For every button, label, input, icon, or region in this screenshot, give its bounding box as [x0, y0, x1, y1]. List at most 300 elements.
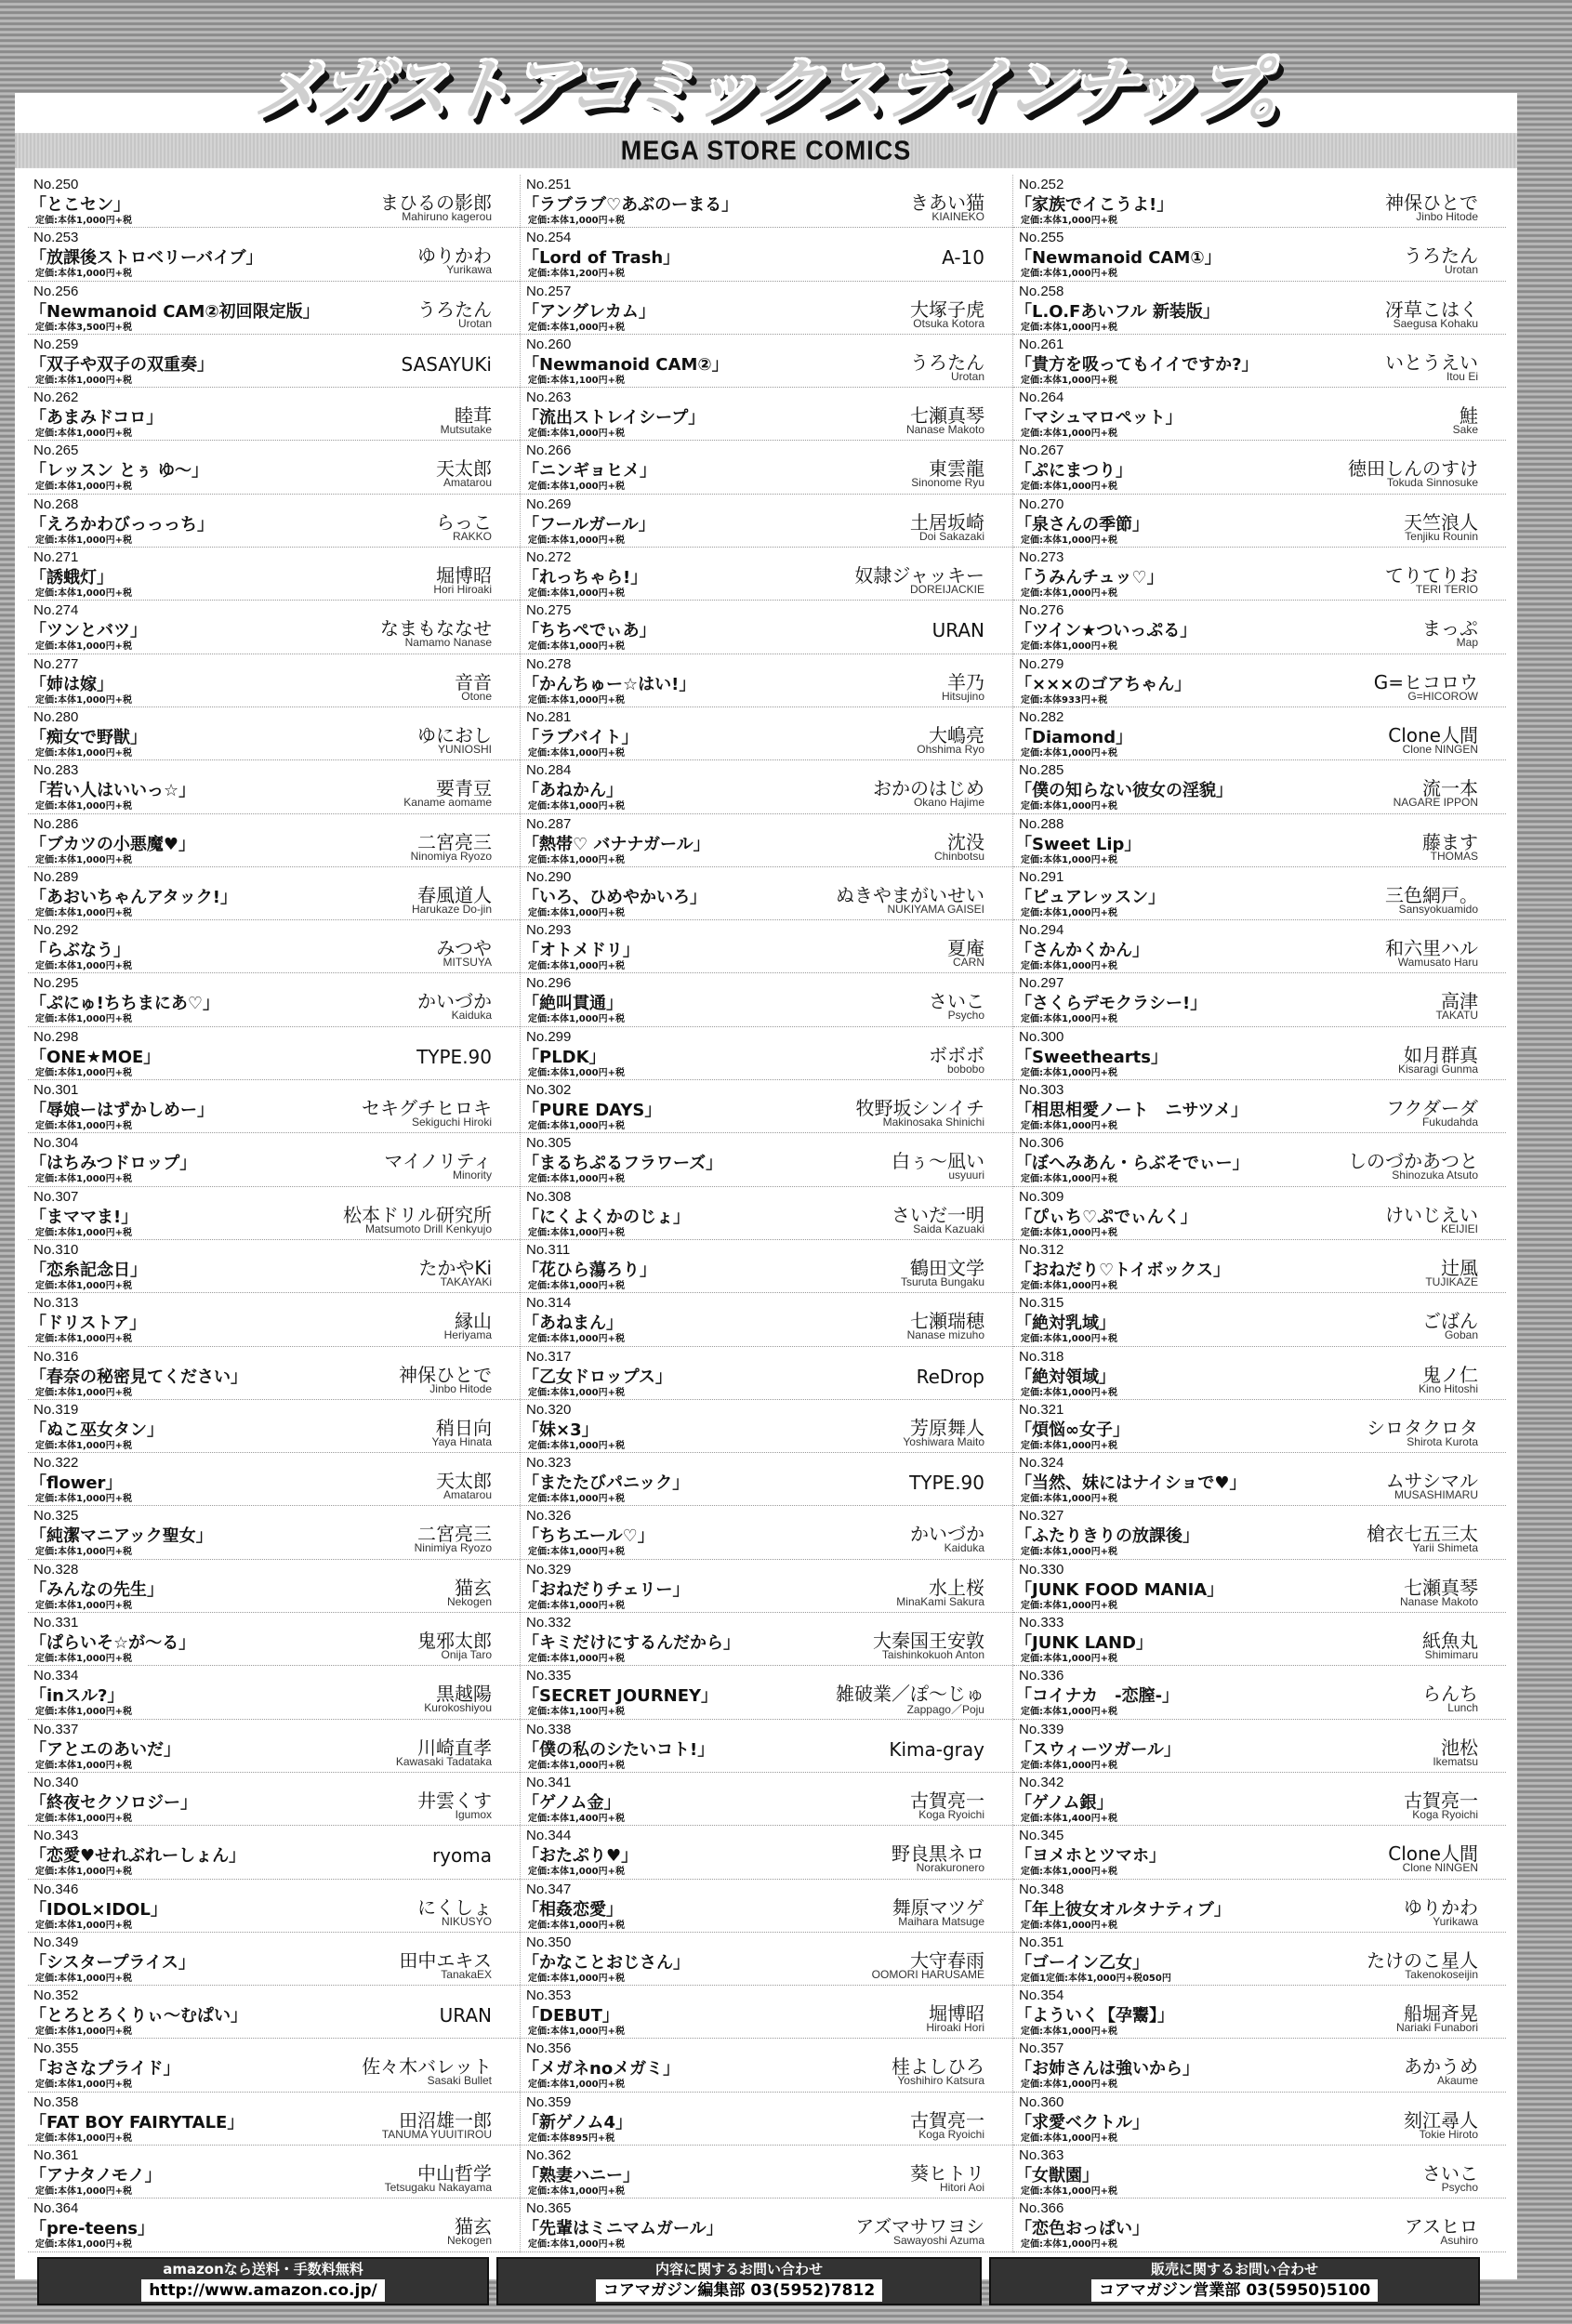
item-number: No.343 [33, 1828, 79, 1844]
item-author: 二宮亮三 [417, 830, 492, 853]
item-number: No.275 [526, 602, 572, 619]
list-item [1013, 441, 1506, 494]
item-author-romaji: Namamo Nanase [404, 636, 492, 650]
item-number: No.352 [33, 1987, 79, 2004]
list-item [521, 1187, 1012, 1240]
item-author-romaji: Urotan [950, 369, 984, 383]
item-title: 「あおいちゃんアタック!」 [30, 887, 237, 907]
item-number: No.313 [33, 1295, 79, 1312]
item-number: No.345 [1019, 1828, 1064, 1844]
item-author-romaji: Sinonome Ryu [911, 476, 984, 490]
item-title: 「お姉さんは強いから」 [1015, 2059, 1199, 2080]
item-author-romaji: Taishinkokuoh Anton [881, 1648, 984, 1662]
item-number: No.349 [33, 1934, 79, 1950]
item-author: 冴草こはく [1385, 297, 1478, 321]
list-item [1013, 654, 1506, 707]
list-item [521, 707, 1012, 760]
list-item [1013, 1506, 1506, 1559]
item-author: 牧野坂シンイチ [855, 1097, 984, 1120]
item-price: 定価:本体1,000円+税 [1021, 801, 1118, 812]
item-author: うろたん [417, 297, 492, 321]
item-number: No.285 [1019, 762, 1064, 779]
item-number: No.260 [526, 336, 572, 352]
item-price: 定価:本体1,000円+税 [528, 535, 626, 546]
item-author: ボボボ [929, 1043, 984, 1066]
item-number: No.292 [33, 922, 79, 939]
item-author: かいづか [910, 1523, 984, 1546]
item-author: 辻風 [1441, 1256, 1478, 1279]
list-item [1013, 1240, 1506, 1293]
item-author: 奴隷ジャッキー [854, 564, 984, 588]
item-author: Clone人間 [1388, 723, 1478, 746]
item-author: 要青豆 [436, 777, 492, 800]
item-author-romaji: Nanase mizuho [906, 1328, 984, 1342]
item-author: 大秦国王安敦 [873, 1630, 984, 1653]
item-author: 羊乃 [947, 670, 984, 693]
item-price: 定価:本体1,000円+税 [1021, 747, 1118, 759]
list-item [521, 1880, 1012, 1933]
item-title: 「僕の知らない彼女の淫貌」 [1015, 781, 1233, 801]
item-price: 定価:本体1,000円+税 [1021, 216, 1118, 226]
item-title: 「ラブバイト」 [522, 727, 639, 747]
item-author: まっぷ [1422, 617, 1478, 640]
item-number: No.309 [1019, 1188, 1064, 1205]
item-price: 定価:本体1,000円+税 [35, 1973, 133, 1984]
page-title: メガストアコミックスラインナップ。 [250, 50, 1320, 128]
item-author-romaji: MUSASHIMARU [1394, 1488, 1478, 1502]
item-author-romaji: Kurokoshiyou [424, 1701, 492, 1715]
list-item [1013, 175, 1506, 228]
item-title: 「JUNK LAND」 [1015, 1633, 1153, 1654]
item-title: 「Lord of Trash」 [522, 248, 680, 269]
item-number: No.269 [526, 495, 572, 512]
item-price: 定価:本体1,000円+税 [35, 2239, 133, 2251]
item-price: 定価:本体1,000円+税 [528, 482, 626, 493]
item-price: 定価:本体1,000円+税 [528, 1014, 626, 1025]
item-author: まひるの影郎 [380, 191, 492, 214]
item-title: 「放課後ストロベリーバイブ」 [30, 248, 263, 269]
item-author: 松本ドリル研究所 [343, 1203, 492, 1226]
item-author-romaji: Hitsujino [941, 689, 984, 703]
item-author: 佐々木バレット [362, 2055, 492, 2079]
item-number: No.335 [526, 1668, 572, 1684]
item-author-romaji: Lunch [1447, 1701, 1478, 1715]
item-price: 定価:本体1,000円+税 [35, 375, 133, 386]
item-author: ぬきやまがいせい [836, 883, 984, 906]
item-title: 「絶対乳域」 [1015, 1314, 1116, 1334]
item-author: らんち [1422, 1683, 1478, 1706]
item-author: てりてりお [1385, 564, 1478, 588]
item-price: 定価:本体1,000円+税 [528, 907, 626, 918]
item-title: 「フールガール」 [522, 514, 655, 535]
item-author: けいじえい [1385, 1203, 1478, 1226]
item-price: 定価:本体1,000円+税 [1021, 854, 1118, 865]
item-author-romaji: Ninomiya Ryozo [410, 849, 492, 863]
item-author: 田沼雄一郎 [399, 2108, 492, 2132]
item-number: No.250 [33, 177, 79, 192]
item-title: 「アングレカム」 [522, 301, 655, 322]
item-author: ムサシマル [1385, 1470, 1478, 1493]
item-number: No.322 [33, 1455, 79, 1472]
list-item [521, 1506, 1012, 1559]
item-author-romaji: TanakaEX [441, 1967, 492, 1981]
item-author: ゆりかわ [417, 244, 492, 268]
item-number: No.261 [1019, 336, 1064, 352]
item-number: No.314 [526, 1295, 572, 1312]
item-author-romaji: Goban [1444, 1328, 1478, 1342]
list-item [521, 760, 1012, 813]
item-title: 「相姦恋愛」 [522, 1899, 623, 1920]
item-title: 「絶叫貫通」 [522, 994, 623, 1014]
item-author: たかやKi [418, 1256, 492, 1279]
list-item [521, 973, 1012, 1026]
item-price: 定価:本体1,000円+税 [1021, 961, 1118, 972]
item-title: 「SECRET JOURNEY」 [522, 1686, 719, 1707]
item-price: 定価:本体933円+税 [1021, 694, 1108, 706]
list-item [1013, 1986, 1506, 2039]
item-author-romaji: Chinbotsu [933, 849, 984, 863]
item-price: 定価:本体1,100円+税 [528, 375, 626, 386]
item-number: No.340 [33, 1774, 79, 1790]
list-item [28, 1826, 520, 1879]
item-author: 七瀬真琴 [910, 404, 984, 428]
list-item [521, 1400, 1012, 1453]
item-author: 音音 [455, 670, 492, 693]
item-author-romaji: Tsuruta Bungaku [900, 1274, 984, 1288]
item-number: No.277 [33, 655, 79, 672]
item-number: No.316 [33, 1348, 79, 1365]
item-author: いとうえい [1385, 350, 1478, 374]
item-number: No.271 [33, 549, 79, 566]
amazon-link[interactable]: http://www.amazon.co.jp/ [141, 2279, 384, 2302]
item-number: No.354 [1019, 1987, 1064, 2004]
item-title: 「まるちぷるフラワーズ」 [522, 1154, 723, 1174]
item-number: No.324 [1019, 1455, 1064, 1472]
item-number: No.255 [1019, 230, 1064, 246]
list-item [1013, 282, 1506, 335]
item-number: No.328 [33, 1561, 79, 1578]
item-number: No.257 [526, 283, 572, 299]
item-author-romaji: NAGARE IPPON [1393, 796, 1478, 810]
item-title: 「PURE DAYS」 [522, 1101, 662, 1121]
item-number: No.283 [33, 762, 79, 779]
item-author: 七瀬瑞穂 [910, 1310, 984, 1333]
item-author: 水上桜 [929, 1576, 984, 1599]
item-price: 定価:本体1,000円+税 [1021, 1440, 1118, 1451]
list-item [28, 1933, 520, 1986]
item-author: G=ヒコロウ [1373, 670, 1478, 693]
list-item [28, 228, 520, 281]
list-item [521, 228, 1012, 281]
item-price: 定価:本体1,000円+税 [35, 694, 133, 706]
item-author-romaji: Otone [461, 689, 492, 703]
item-number: No.270 [1019, 495, 1064, 512]
list-item [28, 654, 520, 707]
list-item [1013, 1027, 1506, 1080]
list-item [521, 1720, 1012, 1773]
item-title: 「シスタープライス」 [30, 1952, 195, 1973]
item-title: 「痴女で野獣」 [30, 727, 147, 747]
item-author: 天太郎 [436, 1470, 492, 1493]
list-item [1013, 1933, 1506, 1986]
item-title: 「熟妻ハニー」 [522, 2165, 640, 2185]
item-number: No.356 [526, 2040, 572, 2057]
item-price: 定価:本体1,000円+税 [35, 854, 133, 865]
item-author: A-10 [942, 246, 984, 270]
item-number: No.296 [526, 975, 572, 992]
footer-heading: 内容に関するお問い合わせ [654, 2261, 823, 2278]
item-author-romaji: Yurikawa [1433, 1914, 1478, 1928]
list-item [28, 335, 520, 388]
item-number: No.320 [526, 1401, 572, 1418]
item-author-romaji: Doi Sakazaki [918, 529, 984, 543]
list-item [1013, 1613, 1506, 1666]
item-author: 七瀬真琴 [1404, 1576, 1478, 1599]
list-item [1013, 2199, 1506, 2251]
item-author: 大嶋亮 [929, 723, 984, 746]
item-author-romaji: TERI TERIO [1415, 583, 1478, 597]
item-price: 定価:本体1,400円+税 [528, 1813, 626, 1824]
item-author: 槍衣七五三太 [1367, 1523, 1478, 1546]
item-author: 流一本 [1422, 777, 1478, 800]
item-price: 定価:本体1,000円+税 [35, 429, 133, 440]
item-author-romaji: Sake [1452, 423, 1478, 437]
item-author-romaji: DOREIJACKIE [909, 583, 984, 597]
item-author: 高津 [1441, 990, 1478, 1013]
item-number: No.303 [1019, 1082, 1064, 1099]
item-price: 定価:本体1,000円+税 [35, 907, 133, 918]
item-number: No.253 [33, 230, 79, 246]
item-price: 定価:本体1,000円+税 [1021, 1014, 1118, 1025]
item-author: さいだ一明 [892, 1203, 984, 1226]
item-number: No.304 [33, 1135, 79, 1152]
item-price: 定価:本体1,000円+税 [528, 747, 626, 759]
item-title: 「先輩はミニマムガール」 [522, 2219, 723, 2239]
item-price: 定価:本体1,000円+税 [1021, 1067, 1118, 1078]
item-number: No.286 [33, 815, 79, 832]
list-item [1013, 1080, 1506, 1133]
list-item [28, 1293, 520, 1346]
item-number: No.268 [33, 495, 79, 512]
item-author: さいこ [1422, 2161, 1478, 2185]
item-title: 「L.O.Fあいフル 新装版」 [1015, 301, 1220, 322]
item-title: 「誘蛾灯」 [30, 568, 113, 588]
item-number: No.290 [526, 868, 572, 885]
item-author-romaji: Mahiruno kagerou [402, 210, 492, 223]
item-author-romaji: Igumox [455, 1807, 492, 1821]
list-item [521, 175, 1012, 228]
list-item [28, 1560, 520, 1613]
item-author: 葵ヒトリ [910, 2161, 984, 2185]
item-author: フクダーダ [1386, 1097, 1478, 1120]
item-title: 「絶対領域」 [1015, 1367, 1116, 1387]
item-number: No.347 [526, 1881, 572, 1897]
item-price: 定価:本体1,000円+税 [35, 535, 133, 546]
item-author-romaji: Kaname aomame [403, 796, 492, 810]
item-number: No.325 [33, 1508, 79, 1525]
item-number: No.295 [33, 975, 79, 992]
item-title: 「春奈の秘密見てください」 [30, 1367, 247, 1387]
item-price: 定価:本体1,000円+税 [1021, 2027, 1118, 2038]
item-number: No.361 [33, 2146, 79, 2163]
list-item [28, 1986, 520, 2039]
item-price: 定価:本体1,000円+税 [528, 1973, 626, 1984]
item-title: 「求愛ベクトル」 [1015, 2112, 1149, 2133]
item-title: 「終夜セクソロジー」 [30, 1792, 197, 1813]
item-price: 定価:本体1,200円+税 [528, 269, 626, 280]
item-author-romaji: Hori Hiroaki [433, 583, 492, 597]
item-number: No.262 [33, 390, 79, 406]
list-item [28, 867, 520, 920]
item-number: No.251 [526, 177, 572, 192]
item-price: 定価:本体1,000円+税 [528, 2080, 626, 2091]
item-title: 「アとエのあいだ」 [30, 1739, 180, 1760]
item-number: No.326 [526, 1508, 572, 1525]
item-number: No.307 [33, 1188, 79, 1205]
item-price: 定価:本体1,000円+税 [1021, 269, 1118, 280]
item-author: ReDrop [916, 1365, 984, 1388]
list-item [28, 388, 520, 441]
item-title: 「貴方を吸ってもイイですか?」 [1015, 354, 1259, 375]
item-price: 定価:本体1,000円+税 [528, 2185, 626, 2197]
list-item [28, 1666, 520, 1719]
item-title: 「当然、妹にはナイショで♥」 [1015, 1473, 1247, 1494]
item-author: 神保ひとで [1385, 191, 1478, 214]
item-number: No.298 [33, 1028, 79, 1045]
item-author-romaji: YUNIOSHI [437, 742, 492, 756]
item-title: 「かなことおじさん」 [522, 1952, 690, 1973]
list-item [1013, 601, 1506, 654]
item-author: 大守春雨 [910, 1948, 984, 1972]
item-number: No.366 [1019, 2200, 1064, 2217]
item-author: 猫玄 [455, 2215, 492, 2238]
item-author: ゆりかわ [1404, 1895, 1478, 1919]
item-author-romaji: Zappago／Poju [906, 1703, 984, 1717]
item-price: 定価:本体1,000円+税 [35, 1494, 133, 1505]
item-number: No.311 [526, 1241, 571, 1258]
item-author-romaji: MITSUYA [443, 956, 492, 970]
item-number: No.363 [1019, 2146, 1064, 2163]
item-price: 定価:本体1,000円+税 [1021, 1227, 1118, 1238]
item-author: ごばん [1422, 1310, 1478, 1333]
item-title: 「flower」 [30, 1473, 123, 1494]
list-item [1013, 2039, 1506, 2092]
list-item [1013, 1720, 1506, 1773]
item-author: 堀博昭 [436, 564, 492, 588]
item-price: 定価:本体1,000円+税 [35, 641, 133, 653]
list-item [521, 1027, 1012, 1080]
item-number: No.346 [33, 1881, 79, 1897]
item-author-romaji: Shirota Kurota [1407, 1434, 1478, 1448]
item-author-romaji: Saegusa Kohaku [1393, 316, 1478, 330]
item-price: 定価:本体1,000円+税 [1021, 1600, 1118, 1611]
item-author-romaji: TANUMA YUUITIROU [381, 2127, 492, 2141]
list-item [28, 2199, 520, 2251]
item-number: No.312 [1019, 1241, 1064, 1258]
list-item [1013, 2146, 1506, 2199]
item-price: 定価:本体1,000円+税 [528, 801, 626, 812]
list-item [1013, 1826, 1506, 1879]
item-number: No.254 [526, 230, 572, 246]
item-number: No.358 [33, 2093, 79, 2110]
item-price: 定価:本体1,000円+税 [35, 1227, 133, 1238]
list-item [521, 2146, 1012, 2199]
item-number: No.272 [526, 549, 572, 566]
item-title: 「家族でイこうよ!」 [1015, 195, 1174, 215]
item-title: 「ぴぃち♡ぷでぃんく」 [1015, 1207, 1197, 1227]
list-item [521, 441, 1012, 494]
list-item [28, 1080, 520, 1133]
item-price: 定価:本体1,000円+税 [528, 1654, 626, 1665]
item-title: 「乙女ドロップス」 [522, 1367, 672, 1387]
list-item [1013, 973, 1506, 1026]
item-number: No.338 [526, 1721, 572, 1737]
item-price: 定価:本体1,000円+税 [35, 2133, 133, 2144]
item-title: 「若い人はいいっ☆」 [30, 781, 196, 801]
item-number: No.333 [1019, 1615, 1064, 1631]
list-item [1013, 1400, 1506, 1453]
item-title: 「まママま!」 [30, 1207, 139, 1227]
item-number: No.331 [33, 1615, 79, 1631]
item-author: 古賀亮一 [910, 2108, 984, 2132]
item-title: 「×××のゴアちゃん」 [1015, 674, 1192, 694]
item-author-romaji: Sasaki Bullet [427, 2074, 492, 2088]
item-author-romaji: Otsuka Kotora [913, 316, 984, 330]
list-item [28, 1613, 520, 1666]
item-author-romaji: Sekiguchi Hiroki [411, 1116, 492, 1129]
item-number: No.258 [1019, 283, 1064, 299]
list-item [28, 1400, 520, 1453]
item-author-romaji: Sansyokuamido [1398, 902, 1478, 916]
item-author: おかのはじめ [873, 777, 984, 800]
list-item [28, 175, 520, 228]
list-item [521, 867, 1012, 920]
item-title: 「ぷにゅ!ちちまにあ♡」 [30, 994, 219, 1014]
item-author-romaji: Kaiduka [451, 1009, 492, 1023]
item-number: No.281 [526, 708, 572, 725]
item-price: 定価:本体1,000円+税 [35, 269, 133, 280]
item-price: 定価:本体1,000円+税 [528, 216, 626, 226]
item-price: 定価:本体1,000円+税 [1021, 1760, 1118, 1771]
sales-phone: コアマガジン営業部 03(5950)5100 [1091, 2279, 1378, 2302]
content-inquiry-box [496, 2257, 982, 2305]
item-price: 定価:本体1,000円+税 [1021, 375, 1118, 386]
item-number: No.276 [1019, 602, 1064, 619]
list-item [28, 441, 520, 494]
item-number: No.330 [1019, 1561, 1064, 1578]
item-title: 「ふたりきりの放課後」 [1015, 1526, 1199, 1547]
item-author: アズマサワヨシ [855, 2215, 984, 2238]
item-title: 「ツイン★ついっぷる」 [1015, 621, 1197, 641]
item-author-romaji: Heriyama [443, 1328, 492, 1342]
item-title: 「レッスン とぅ ゆ～」 [30, 461, 208, 482]
item-price: 定価:本体1,000円+税 [1021, 2185, 1118, 2197]
item-price: 定価:本体1,000円+税 [1021, 1121, 1118, 1132]
list-item [28, 1240, 520, 1293]
item-author: 夏庵 [947, 937, 984, 960]
item-author: みつや [436, 937, 492, 960]
item-author-romaji: Nekogen [446, 2234, 492, 2248]
item-number: No.339 [1019, 1721, 1064, 1737]
list-item [1013, 760, 1506, 813]
item-price: 定価:本体1,000円+税 [35, 2185, 133, 2197]
item-price: 定価:本体1,000円+税 [528, 1387, 626, 1398]
item-author: 鬼邪太郎 [417, 1630, 492, 1653]
item-author-romaji: Tenjiku Rounin [1405, 529, 1478, 543]
item-author: 天竺浪人 [1404, 510, 1478, 534]
list-item [521, 388, 1012, 441]
item-price: 定価:本体1,000円+税 [1021, 429, 1118, 440]
